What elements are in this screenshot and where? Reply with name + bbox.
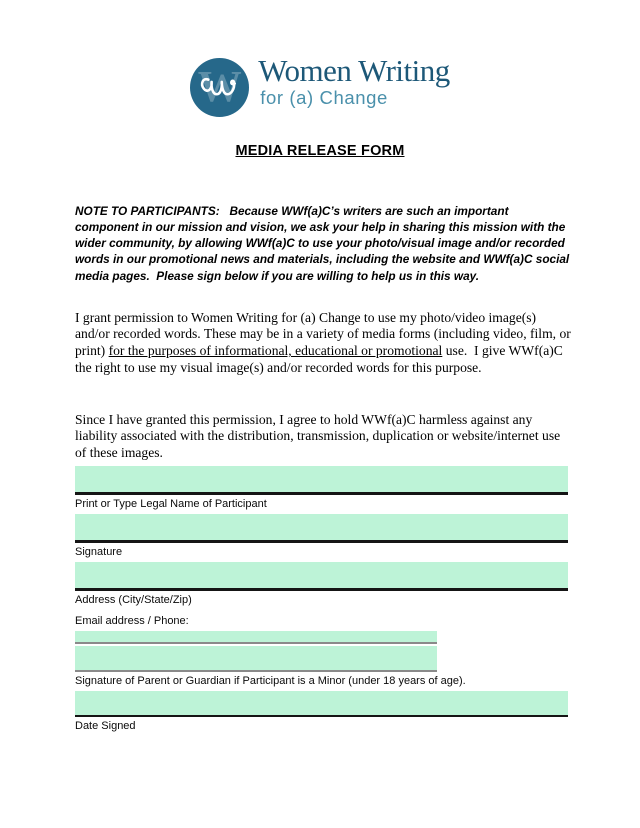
page-title-text: MEDIA RELEASE FORM [235, 143, 405, 159]
permission-text-before: I grant permission to Women Writing for (a) Change to use my photo/video image(s) and/or recorded words. These may be in a variety of media forms (including video, film, or print) [75, 309, 575, 359]
brand-tagline: for (a) Change [260, 87, 388, 108]
permission-text-underlined: for the purposes of informational, educational or promotional [108, 343, 443, 359]
signature-input[interactable] [75, 514, 568, 543]
logo-monogram-icon [190, 58, 249, 117]
signature-label: Signature [75, 546, 123, 558]
parent-signature-label: Signature of Parent or Guardian if Participant is a Minor (under 18 years of age). [75, 675, 466, 687]
brand-name: Women Writing [258, 53, 450, 88]
email-phone-label: Email address / Phone: [75, 615, 189, 627]
logo [0, 54, 640, 117]
permission-text-after: use. I give WWf(a)C the right to use my visual image(s) and/or recorded words for this purpose. [75, 343, 567, 375]
page-title [0, 142, 640, 160]
script-w-icon [197, 61, 242, 111]
parent-signature-input[interactable] [75, 646, 437, 672]
logo-watermark-letter: W [197, 61, 242, 111]
email-phone-input[interactable] [75, 631, 437, 644]
date-signed-label: Date Signed [75, 720, 136, 732]
form-fields [75, 466, 568, 736]
address-input[interactable] [75, 562, 568, 591]
date-signed-input[interactable] [75, 691, 568, 717]
liability-paragraph: Since I have granted this permission, I agree to hold WWf(a)C harmless against any liability associated with the distribution, transmission, duplication or website/internet use of these images. [75, 411, 564, 461]
address-label: Address (City/State/Zip) [75, 594, 192, 606]
name-input[interactable] [75, 466, 568, 495]
name-label: Print or Type Legal Name of Participant [75, 498, 267, 510]
note-to-participants: NOTE TO PARTICIPANTS: Because WWf(a)C’s writers are such an important component in our mission and vision, we ask your help in sharing this mission with the wider community, by allowing WWf(a)C to use your photo/visual image and/or recorded words in our promotional news and materials, including the website and WWf(a)C social media pages. Please sign below if you are willing to help us in this way. [75, 203, 573, 283]
permission-paragraph [75, 309, 575, 377]
